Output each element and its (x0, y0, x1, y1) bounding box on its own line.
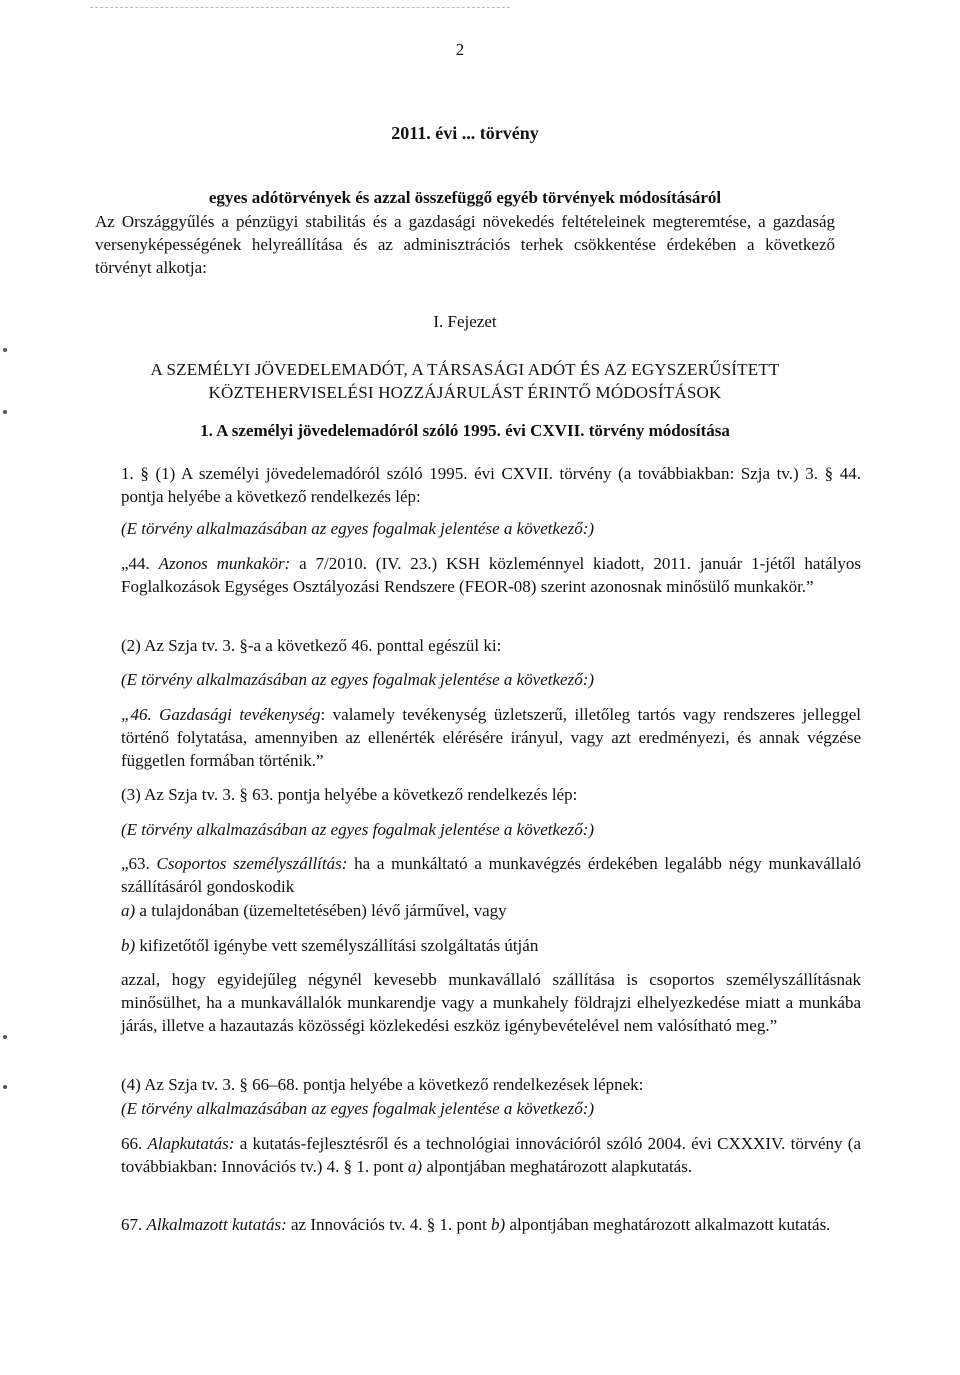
chapter-heading: I. Fejezet (433, 312, 497, 331)
preamble: Az Országgyűlés a pénzügyi stabilitás és a gazdasági növekedés feltételeinek megteremtése, a gazdaság versenyképességének helyreállítása és az adminisztrációs terhek csökkentése érdekében a következő törvényt alkotja: (95, 212, 835, 277)
context-note-3: (E törvény alkalmazásában az egyes fogalmak jelentése a következő:) (121, 820, 595, 839)
definition-44-term: Azonos munkakör: (158, 554, 291, 573)
context-note-4: (E törvény alkalmazásában az egyes fogalmak jelentése a következő:) (121, 1099, 595, 1118)
definition-67-term: Alkalmazott kutatás: (146, 1215, 287, 1234)
definition-46-text: : valamely tevékenység üzletszerű, illetőleg tartós vagy rendszeres jelleggel történő folytatása, amennyiben az ellenérték elérésére irányul, vagy azt eredményezi, és annak végzése független formában történik.” (121, 705, 861, 770)
definition-66-number: 66. (121, 1134, 148, 1153)
item-a-text: a tulajdonában (üzemeltetésében) lévő járművel, vagy (135, 901, 507, 920)
scan-speck (3, 348, 7, 352)
law-title: 2011. évi ... törvény (391, 123, 539, 143)
definition-44-number: „44. (121, 554, 159, 573)
definition-63-term: Csoportos személyszállítás: (156, 854, 348, 873)
definition-63-item-b (95, 934, 861, 957)
definition-66-item: a) (407, 1157, 423, 1176)
definition-66-text-1: a kutatás-fejlesztésről és a technológiai innovációról szóló 2004. évi CXXXIV. törvény (a továbbiakban: Innovációs tv.) 4. § 1. pont (121, 1134, 862, 1176)
paragraph-2: (2) Az Szja tv. 3. §-a a következő 46. ponttal egészül ki: (121, 636, 502, 655)
section-title: 1. A személyi jövedelemadóról szóló 1995. évi CXVII. törvény módosítása (200, 421, 730, 440)
definition-46-term: Gazdasági tevékenység (159, 705, 321, 724)
context-note-2: (E törvény alkalmazásában az egyes fogalmak jelentése a következő:) (121, 670, 595, 689)
definition-44-text: a 7/2010. (IV. 23.) KSH közleménnyel kiadott, 2011. január 1-jétől hatályos Foglalkozások Egységes Osztályozási Rendszere (FEOR-08) szerint azonosnak minősülő munkakör.” (121, 554, 861, 596)
definition-67-item: b) (491, 1215, 506, 1234)
definition-44 (95, 552, 861, 598)
page-number: 2 (455, 40, 465, 59)
definition-46 (95, 703, 861, 772)
definition-67-number: 67. (121, 1215, 147, 1234)
chapter-title-line-2: KÖZTEHERVISELÉSI HOZZÁJÁRULÁST ÉRINTŐ MÓDOSÍTÁSOK (208, 383, 722, 402)
definition-63-continuation: azzal, hogy egyidejűleg négynél kevesebb munkavállaló szállítása is csoportos személyszállításnak minősülhet, ha a munkavállalók munkarendje vagy a munkahely földrajzi elhelyezkedése miatt a munkába járás, illetve a hazautazás közösségi közlekedési eszköz igénybevételével nem valósítható meg.” (121, 970, 861, 1035)
chapter-title-line-1: A SZEMÉLYI JÖVEDELEMADÓT, A TÁRSASÁGI ADÓT ÉS AZ EGYSZERŰSÍTETT (150, 360, 780, 379)
definition-63-text: ha a munkáltató a munkavégzés érdekében legalább négy munkavállaló szállításáról gondoskodik (121, 854, 862, 896)
context-note-1: (E törvény alkalmazásában az egyes fogalmak jelentése a következő:) (121, 519, 595, 538)
definition-66 (95, 1132, 861, 1178)
item-b-label: b) (121, 936, 136, 955)
definition-63-item-a (95, 899, 861, 922)
definition-66-text-2: alpontjában meghatározott alapkutatás. (422, 1157, 693, 1176)
paragraph-3: (3) Az Szja tv. 3. § 63. pontja helyébe a következő rendelkezés lép: (121, 785, 578, 804)
scan-speck (3, 410, 7, 414)
item-a-label: a) (121, 901, 136, 920)
paragraph-1: 1. § (1) A személyi jövedelemadóról szóló 1995. évi CXVII. törvény (a továbbiakban: Szja tv.) 3. § 44. pontja helyébe a következő rendelkezés lép: (121, 464, 861, 506)
definition-67-text-2: alpontjában meghatározott alkalmazott kutatás. (505, 1215, 831, 1234)
definition-63-number: „63. (121, 854, 157, 873)
scan-speck (3, 1085, 7, 1089)
scan-edge-line (90, 7, 510, 8)
definition-63 (95, 852, 861, 898)
definition-67 (95, 1213, 861, 1236)
definition-46-number: „46. (121, 705, 160, 724)
item-b-text: kifizetőtől igénybe vett személyszállítási szolgáltatás útján (135, 936, 539, 955)
definition-67-text-1: az Innovációs tv. 4. § 1. pont (286, 1215, 492, 1234)
scan-speck (3, 1035, 7, 1039)
law-subtitle: egyes adótörvények és azzal összefüggő egyéb törvények módosításáról (208, 188, 722, 207)
paragraph-4: (4) Az Szja tv. 3. § 66–68. pontja helyébe a következő rendelkezések lépnek: (121, 1075, 644, 1094)
definition-66-term: Alapkutatás: (147, 1134, 235, 1153)
